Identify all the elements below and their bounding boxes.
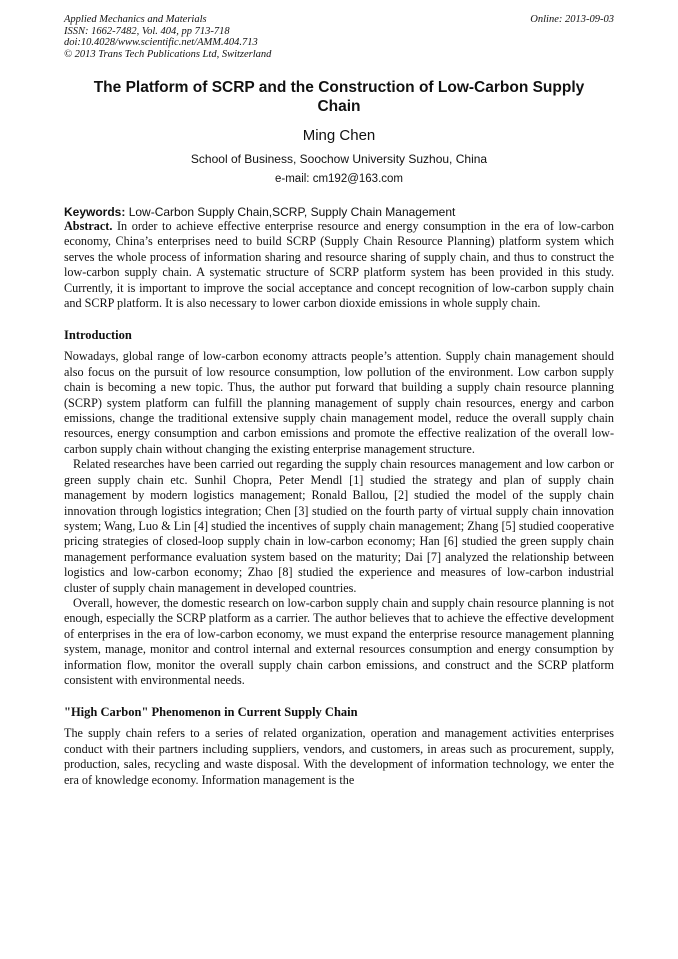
intro-paragraph: Nowadays, global range of low-carbon economy attracts people’s attention. Supply chain management should also focus on the pursuit of low resource consumption, low pollution of the environment. Low carbon supply chain is becoming a new topic. Thus, the author put forward that building a supply chain resource planning (SCRP) system platform can fulfill the planning management of supply chain resources, energy and carbon emissions, change the traditional extensive supply chain management model, reduce the overall supply chain resources, energy consumption and carbon emissions and promote the effective realization of the overall low-carbon supply chain without changing the existing enterprise management structure. [64,349,614,456]
online-date: Online: 2013-09-03 [530,14,614,25]
section-heading-high-carbon: "High Carbon" Phenomenon in Current Supply Chain [64,705,358,720]
issn-line: ISSN: 1662-7482, Vol. 404, pp 713-718 [64,25,230,37]
intro-paragraph: Related researches have been carried out regarding the supply chain resources management and low carbon or green supply chain etc. Sunhil Chopra, Peter Mendl [1] studied the strategy and plan of supply chain management by modern logistics management; Ronald Ballou, [2] studied the model of the supply chain innovation through logistics integration; Chen [3] studied on the fourth party of virtual supply chain innovation system; Wang, Luo & Lin [4] studied the incentives of supply chain management; Zhang [5] studied cooperative pricing strategies of closed-loop supply chain in low-carbon economy; Han [6] studied the green supply chain management performance evaluation system based on the maturity; Dai [7] analyzed the relationship between logistics and low-carbon economy; Zhao [8] studied the experience and measures of low-carbon industrial cluster of supply chain management in developed countries. [64,457,614,595]
author-name: Ming Chen [302,127,376,144]
paper-title: The Platform of SCRP and the Construction of Low-Carbon Supply Chain [93,79,585,115]
author-email: e-mail: cm192@163.com [275,173,403,185]
section-paragraph: The supply chain refers to a series of related organization, operation and management activities enterprises conduct with their partners including suppliers, vendors, and customers, in areas such as procurement, supply, production, sales, recycling and waste disposal. With the development of information technology, we enter the era of knowledge economy. Information management is the [64,726,614,787]
journal-header [64,14,614,60]
keywords-text: Low-Carbon Supply Chain,SCRP, Supply Chain Management [125,205,456,219]
keywords [64,205,614,219]
doi-line: doi:10.4028/www.scientific.net/AMM.404.713 [64,37,258,48]
intro-paragraph: Overall, however, the domestic research on low-carbon supply chain and supply chain resource planning is not enough, especially the SCRP platform as a carrier. The author believes that to achieve the effective development of enterprises in the era of low-carbon economy, we must expand the enterprise resource management planning system, manage, monitor and control internal and external resources consumption and energy consumption by information flow, monitor the overall supply chain carbon emissions, and construct and the SCRP platform consistent with environmental needs. [64,595,614,687]
journal-name: Applied Mechanics and Materials [64,14,207,25]
copyright-line: © 2013 Trans Tech Publications Ltd, Switzerland [64,48,272,60]
keywords-label: Keywords: [64,205,126,219]
abstract [64,219,614,311]
author-affiliation: School of Business, Soochow University Suzhou, China [190,152,488,166]
section-heading-introduction: Introduction [64,328,132,343]
abstract-text: In order to achieve effective enterprise resource and energy consumption in the era of low-carbon economy, China’s enterprises need to build SCRP (Supply Chain Resource Planning) platform system which serves the whole process of information sharing and resource sharing of supply chain, and thus to construct the low-carbon supply chain. A systematic structure of SCRP platform system has been provided in this study. Currently, it is important to improve the social acceptance and concept recognition of low-carbon supply chain and SCRP platform. It is also necessary to lower carbon dioxide emissions in whole supply chain. [64,219,614,311]
abstract-label: Abstract. [64,219,113,233]
